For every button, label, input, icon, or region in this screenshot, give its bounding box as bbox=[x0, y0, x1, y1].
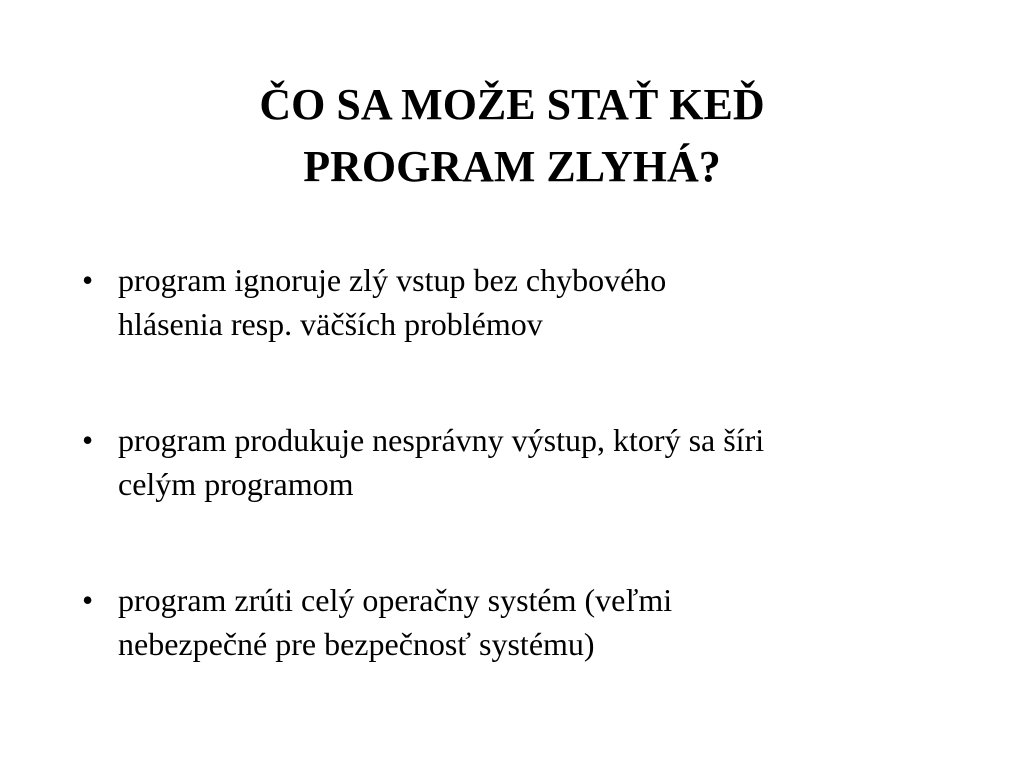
slide-title-line-2: PROGRAM ZLYHÁ? bbox=[303, 142, 721, 191]
bullet-text bbox=[118, 418, 962, 506]
bullet-line: program ignoruje zlý vstup bez chybového bbox=[118, 262, 667, 298]
bullet-line: program produkuje nesprávny výstup, ktorý sa šíri bbox=[118, 422, 765, 458]
bullet-line: program zrúti celý operačny systém (veľmi bbox=[118, 582, 673, 618]
bullet-line: celým programom bbox=[118, 466, 354, 502]
bullet-item-2 bbox=[82, 418, 962, 506]
bullet-line: hlásenia resp. väčších problémov bbox=[118, 306, 543, 342]
bullet-line: nebezpečné pre bezpečnosť systému) bbox=[118, 626, 595, 662]
slide-title bbox=[80, 74, 944, 198]
bullet-item-1 bbox=[82, 258, 962, 346]
bullet-dot-icon: • bbox=[82, 582, 94, 618]
bullet-dot-icon: • bbox=[82, 262, 94, 298]
bullet-text bbox=[118, 578, 962, 666]
bullet-item-3 bbox=[82, 578, 962, 666]
slide-title-line-1: ČO SA MOŽE STAŤ KEĎ bbox=[259, 80, 765, 129]
bullet-dot-icon: • bbox=[82, 422, 94, 458]
bullet-text bbox=[118, 258, 962, 346]
bullet-list bbox=[82, 258, 962, 738]
